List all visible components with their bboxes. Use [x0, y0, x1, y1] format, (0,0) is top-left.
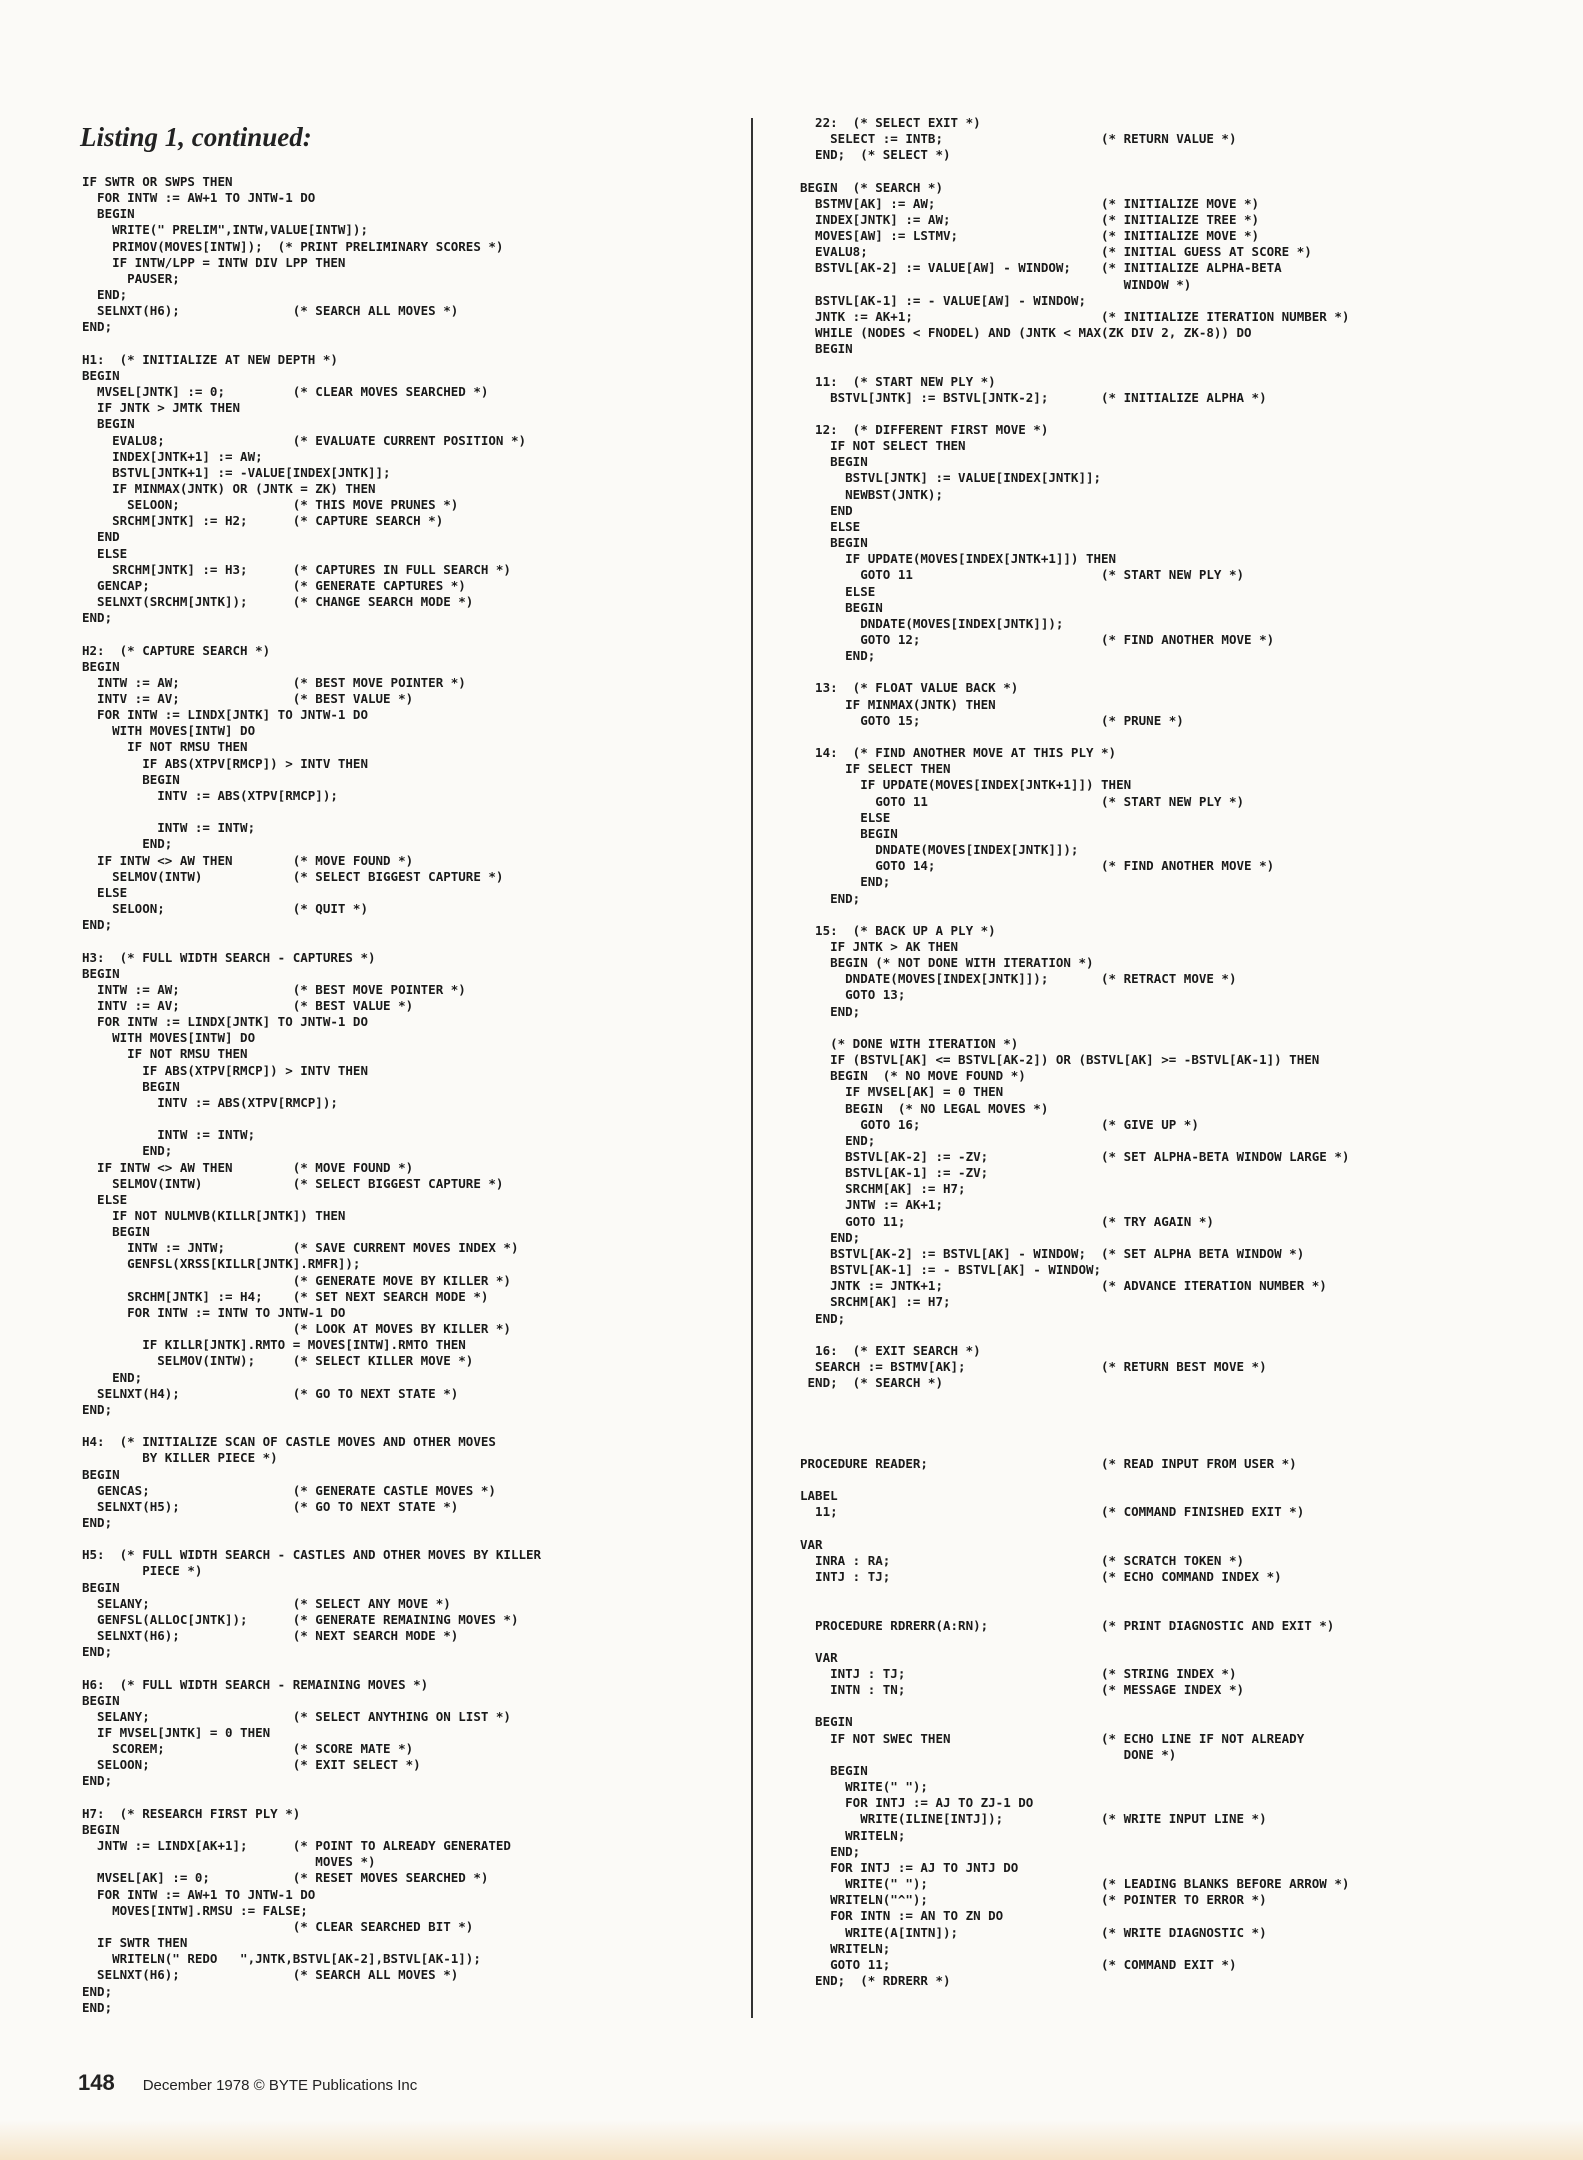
listing-left-column: IF SWTR OR SWPS THEN FOR INTW := AW+1 TO JNTW-1 DO BEGIN WRITE(" PRELIM",INTW,VALUE[INTW]); PRIMOV(MOVES[INTW]); (* PRINT PRELIMINARY SCORES *) IF INTW/LPP = INTW DIV LPP THEN PAUSER; END; SELNXT(H6); (* SEARCH ALL MOVES *) END; H1: (* INITIALIZE AT NEW DEPTH *) BEGIN MVSEL[JNTK] := 0; (* CLEAR MOVES SEARCHED *) IF JNTK > JMTK THEN BEGIN EVALU8; (* EVALUATE CURRENT POSITION *) INDEX[JNTK+1] := AW; BSTVL[JNTK+1] := -VALUE[INDEX[JNTK]]; IF MINMAX(JNTK) OR (JNTK = ZK) THEN SELOON; (* THIS MOVE PRUNES *) SRCHM[JNTK] := H2; (* CAPTURE SEARCH *) END ELSE SRCHM[JNTK] := H3; (* CAPTURES IN FULL SEARCH *) GENCAP; (* GENERATE CAPTURES *) SELNXT(SRCHM[JNTK]); (* CHANGE SEARCH MODE *) END; H2: (* CAPTURE SEARCH *) BEGIN INTW := AW; (* BEST MOVE POINTER *) INTV := AV; (* BEST VALUE *) FOR INTW := LINDX[JNTK] TO JNTW-1 DO WITH MOVES[INTW] DO IF NOT RMSU THEN IF ABS(XTPV[RMCP]) > INTV THEN BEGIN INTV := ABS(XTPV[RMCP]); INTW := INTW; END; IF INTW <> AW THEN (* MOVE FOUND *) SELMOV(INTW) (* SELECT BIGGEST CAPTURE *) ELSE SELOON; (* QUIT *) END; H3: (* FULL WIDTH SEARCH - CAPTURES *) BEGIN INTW := AW; (* BEST MOVE POINTER *) INTV := AV; (* BEST VALUE *) FOR INTW := LINDX[JNTK] TO JNTW-1 DO WITH MOVES[INTW] DO IF NOT RMSU THEN IF ABS(XTPV[RMCP]) > INTV THEN BEGIN INTV := ABS(XTPV[RMCP]); INTW := INTW; END; IF INTW <> AW THEN (* MOVE FOUND *) SELMOV(INTW) (* SELECT BIGGEST CAPTURE *) ELSE IF NOT NULMVB(KILLR[JNTK]) THEN BEGIN INTW := JNTW; (* SAVE CURRENT MOVES INDEX *) GENFSL(XRSS[KILLR[JNTK].RMFR]); (* GENERATE MOVE BY KILLER *) SRCHM[JNTK] := H4; (* SET NEXT SEARCH MODE *) FOR INTW := INTW TO JNTW-1 DO (* LOOK AT MOVES BY KILLER *) IF KILLR[JNTK].RMTO = MOVES[INTW].RMTO THEN SELMOV(INTW); (* SELECT KILLER MOVE *) END; SELNXT(H4); (* GO TO NEXT STATE *) END; H4: (* INITIALIZE SCAN OF CASTLE MOVES AND OTHER MOVES BY KILLER PIECE *) BEGIN GENCAS; (* GENERATE CASTLE MOVES *) SELNXT(H5); (* GO TO NEXT STATE *) END; H5: (* FULL WIDTH SEARCH - CASTLES AND OTHER MOVES BY KILLER PIECE *) BEGIN SELANY; (* SELECT ANY MOVE *) GENFSL(ALLOC[JNTK]); (* GENERATE REMAINING MOVES *) SELNXT(H6); (* NEXT SEARCH MODE *) END; H6: (* FULL WIDTH SEARCH - REMAINING MOVES *) BEGIN SELANY; (* SELECT ANYTHING ON LIST *) IF MVSEL[JNTK] = 0 THEN SCOREM; (* SCORE MATE *) SELOON; (* EXIT SELECT *) END; H7: (* RESEARCH FIRST PLY *) BEGIN JNTW := LINDX[AK+1]; (* POINT TO ALREADY GENERATED MOVES *) MVSEL[AK] := 0; (* RESET MOVES SEARCHED *) FOR INTW := AW+1 TO JNTW-1 DO MOVES[INTW].RMSU := FALSE; (* CLEAR SEARCHED BIT *) IF SWTR THEN WRITELN(" REDO ",JNTK,BSTVL[AK-2],BSTVL[AK-1]); SELNXT(H6); (* SEARCH ALL MOVES *) END; END; — [82, 174, 542, 2015]
column-divider — [751, 118, 753, 2018]
page-edge-stain — [0, 2120, 1583, 2160]
page-number: 148 — [78, 2070, 115, 2095]
listing-heading: Listing 1, continued: — [80, 122, 312, 152]
listing-right-column: 22: (* SELECT EXIT *) SELECT := INTB; (* RETURN VALUE *) END; (* SELECT *) BEGIN (* SEARCH *) BSTMV[AK] := AW; (* INITIALIZE MOVE *) INDEX[JNTK] := AW; (* INITIALIZE TREE *) MOVES[AW] := LSTMV; (* INITIALIZE MOVE *) EVALU8; (* INITIAL GUESS AT SCORE *) BSTVL[AK-2] := VALUE[AW] - WINDOW; (* INITIALIZE ALPHA-BETA WINDOW *) BSTVL[AK-1] := - VALUE[AW] - WINDOW; JNTK := AK+1; (* INITIALIZE ITERATION NUMBER *) WHILE (NODES < FNODEL) AND (JNTK < MAX(ZK DIV 2, ZK-8)) DO BEGIN 11: (* START NEW PLY *) BSTVL[JNTK] := BSTVL[JNTK-2]; (* INITIALIZE ALPHA *) 12: (* DIFFERENT FIRST MOVE *) IF NOT SELECT THEN BEGIN BSTVL[JNTK] := VALUE[INDEX[JNTK]]; NEWBST(JNTK); END ELSE BEGIN IF UPDATE(MOVES[INDEX[JNTK+1]]) THEN GOTO 11 (* START NEW PLY *) ELSE BEGIN DNDATE(MOVES[INDEX[JNTK]]); GOTO 12; (* FIND ANOTHER MOVE *) END; 13: (* FLOAT VALUE BACK *) IF MINMAX(JNTK) THEN GOTO 15; (* PRUNE *) 14: (* FIND ANOTHER MOVE AT THIS PLY *) IF SELECT THEN IF UPDATE(MOVES[INDEX[JNTK+1]]) THEN GOTO 11 (* START NEW PLY *) ELSE BEGIN DNDATE(MOVES[INDEX[JNTK]]); GOTO 14; (* FIND ANOTHER MOVE *) END; END; 15: (* BACK UP A PLY *) IF JNTK > AK THEN BEGIN (* NOT DONE WITH ITERATION *) DNDATE(MOVES[INDEX[JNTK]]); (* RETRACT MOVE *) GOTO 13; END; (* DONE WITH ITERATION *) IF (BSTVL[AK] <= BSTVL[AK-2]) OR (BSTVL[AK] >= -BSTVL[AK-1]) THEN BEGIN (* NO MOVE FOUND *) IF MVSEL[AK] = 0 THEN BEGIN (* NO LEGAL MOVES *) GOTO 16; (* GIVE UP *) END; BSTVL[AK-2] := -ZV; (* SET ALPHA-BETA WINDOW LARGE *) BSTVL[AK-1] := -ZV; SRCHM[AK] := H7; JNTW := AK+1; GOTO 11; (* TRY AGAIN *) END; BSTVL[AK-2] := BSTVL[AK] - WINDOW; (* SET ALPHA BETA WINDOW *) BSTVL[AK-1] := - BSTVL[AK] - WINDOW; JNTK := JNTK+1; (* ADVANCE ITERATION NUMBER *) SRCHM[AK] := H7; END; 16: (* EXIT SEARCH *) SEARCH := BSTMV[AK]; (* RETURN BEST MOVE *) END; (* SEARCH *) PROCEDURE READER; (* READ INPUT FROM USER *) LABEL 11; (* COMMAND FINISHED EXIT *) VAR INRA : RA; (* SCRATCH TOKEN *) INTJ : TJ; (* ECHO COMMAND INDEX *) PROCEDURE RDRERR(A:RN); (* PRINT DIAGNOSTIC AND EXIT *) VAR INTJ : TJ; (* STRING INDEX *) INTN : TN; (* MESSAGE INDEX *) BEGIN IF NOT SWEC THEN (* ECHO LINE IF NOT ALREADY DONE *) BEGIN WRITE(" "); FOR INTJ := AJ TO ZJ-1 DO WRITE(ILINE[INTJ]); (* WRITE INPUT LINE *) WRITELN; END; FOR INTJ := AJ TO JNTJ DO WRITE(" "); (* LEADING BLANKS BEFORE ARROW *) WRITELN("^"); (* POINTER TO ERROR *) FOR INTN := AN TO ZN DO WRITE(A[INTN]); (* WRITE DIAGNOSTIC *) WRITELN; GOTO 11; (* COMMAND EXIT *) END; (* RDRERR *) — [800, 115, 1350, 1988]
publication-credit: December 1978 © BYTE Publications Inc — [142, 2077, 418, 2094]
page-footer — [78, 2070, 417, 2096]
